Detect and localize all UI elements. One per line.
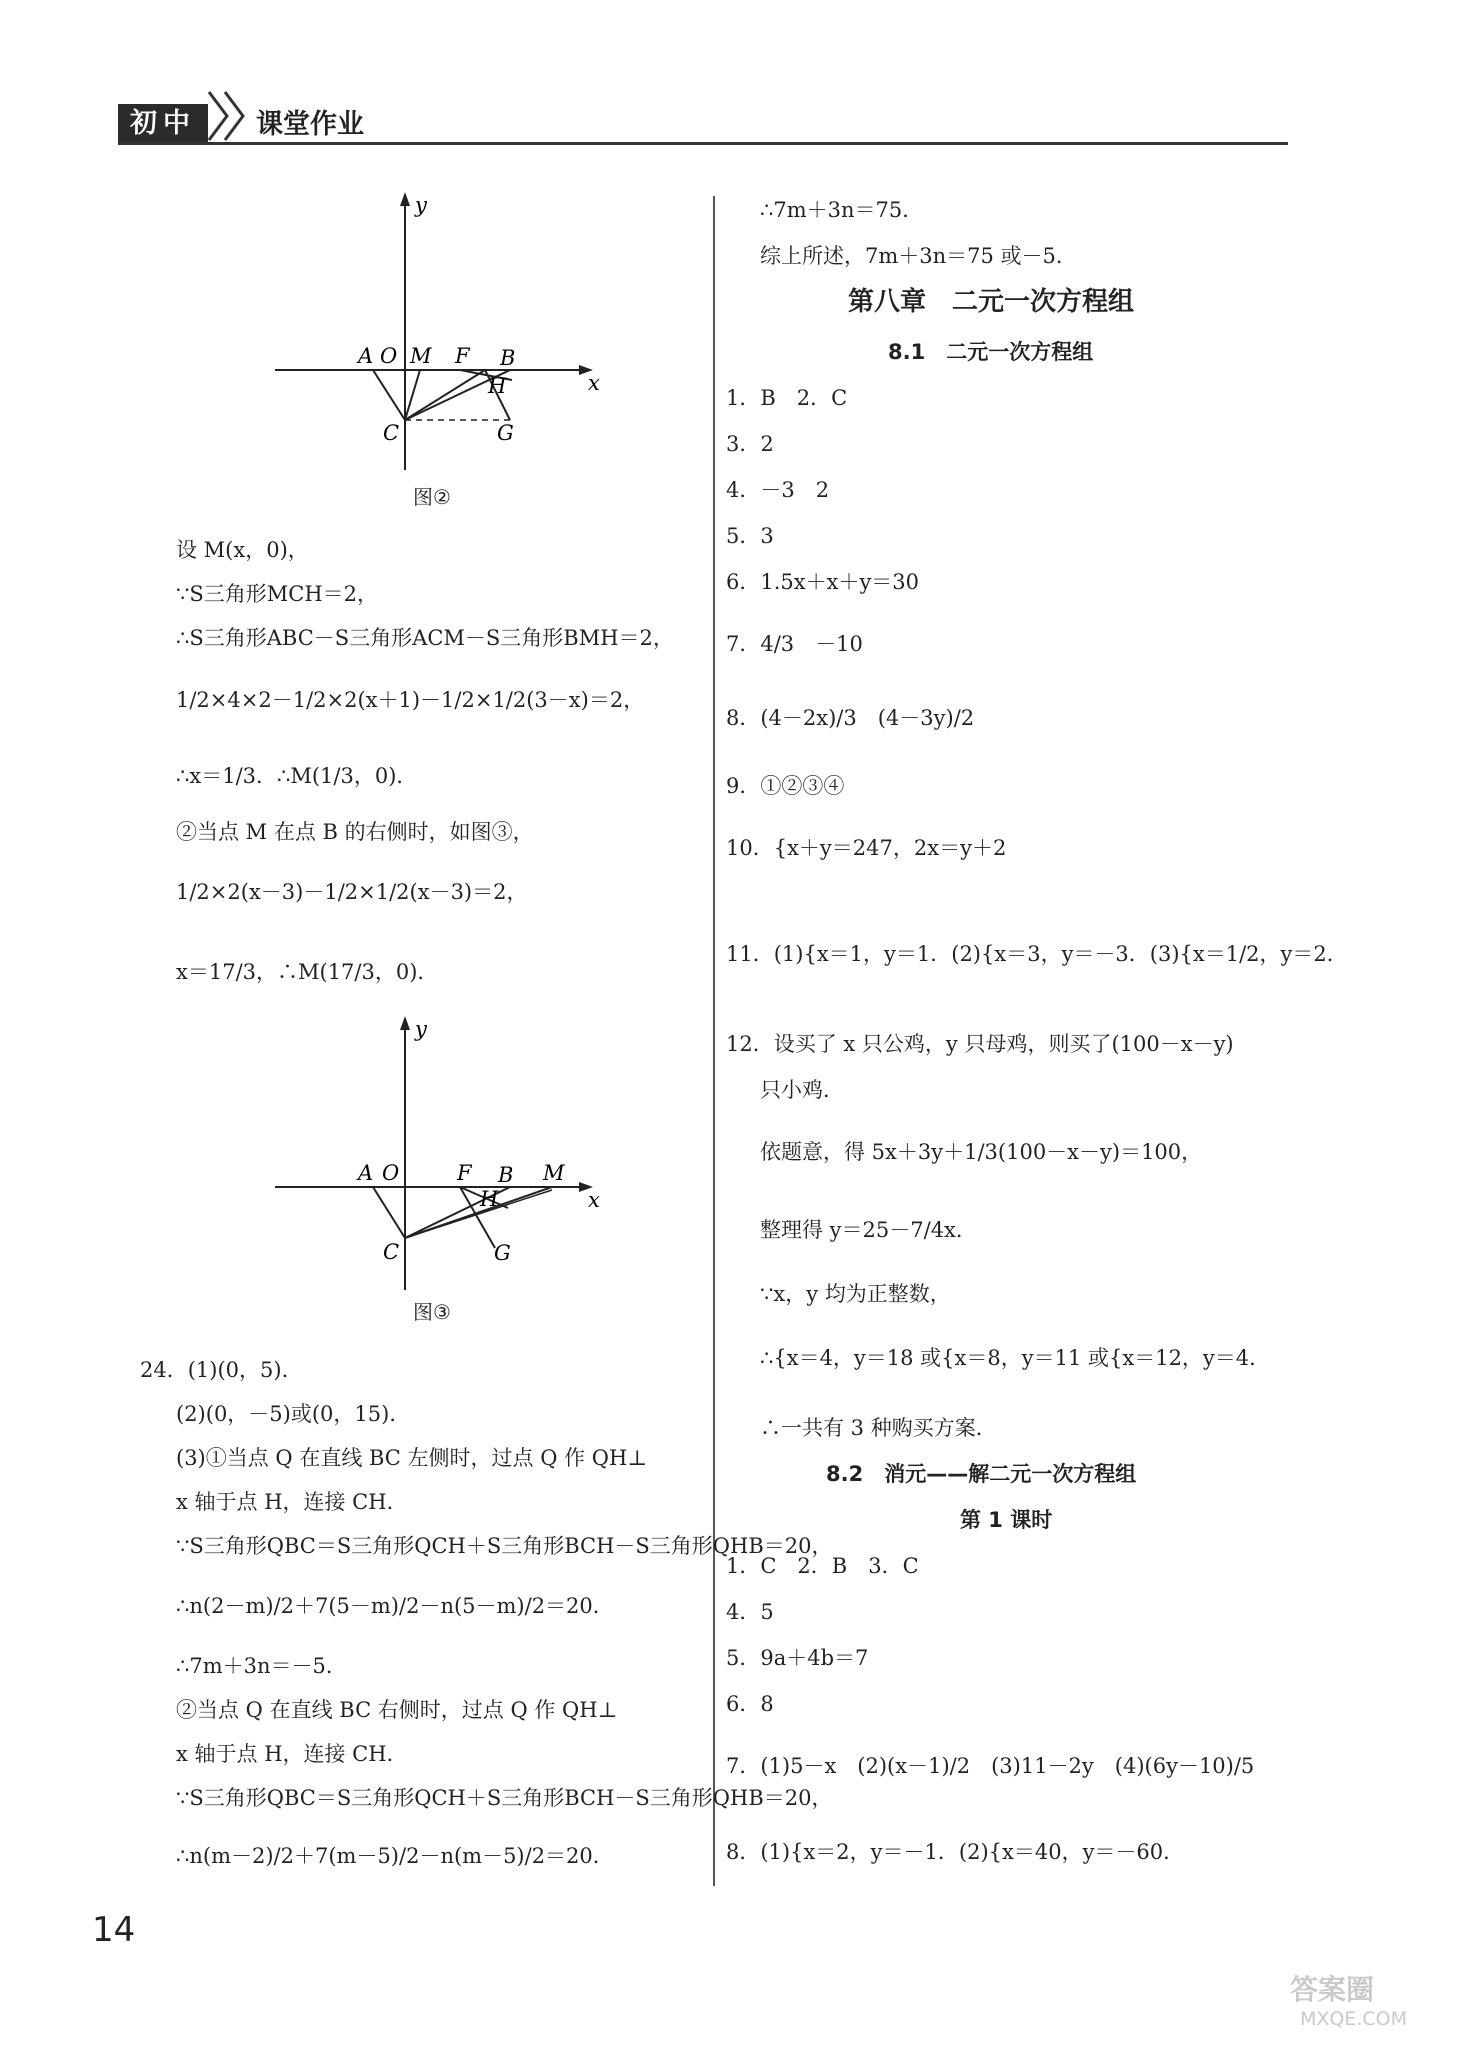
fig2-label-a: A [358, 344, 374, 368]
answer-12-line-3: 依题意，得 5x＋3y＋1/3(100－x－y)＝100， [760, 1140, 1203, 1164]
answer-5: 5．3 [726, 524, 774, 548]
answer2-8: 8．(1){x＝2，y＝－1．(2){x＝40，y＝－60． [726, 1840, 1185, 1864]
fig2-label-c: C [383, 421, 400, 445]
fig2-label-x: x [588, 371, 600, 395]
left-line-19: ∴n(m－2)/2＋7(m－5)/2－n(m－5)/2＝20． [176, 1844, 614, 1868]
answer2-1-3: 1．C 2．B 3．C [726, 1554, 919, 1578]
left-line-13: ∵S三角形QBC＝S三角形QCH＋S三角形BCH－S三角形QHB＝20， [176, 1534, 833, 1558]
level-badge: 初中 [118, 104, 208, 144]
answer2-6: 6．8 [726, 1692, 774, 1716]
answer-12-line-2: 只小鸡． [760, 1078, 844, 1102]
answer-4: 4．－3 2 [726, 478, 830, 502]
page-title: 课堂作业 [256, 109, 364, 140]
figure-2-caption: 图② [413, 485, 451, 509]
figure-3-caption: 图③ [413, 1300, 451, 1324]
fig2-label-h: H [488, 374, 507, 398]
fig3-label-m: M [543, 1161, 565, 1185]
fig3-label-f: F [457, 1161, 472, 1185]
left-line-16: ②当点 Q 在直线 BC 右侧时，过点 Q 作 QH⊥ [176, 1698, 618, 1722]
answer-6: 6．1.5x＋x＋y＝30 [726, 570, 920, 594]
answer-12-line-7: ∴一共有 3 种购买方案． [760, 1416, 997, 1440]
answer-12-line-1: 12．设买了 x 只公鸡，y 只母鸡，则买了(100－x－y) [726, 1032, 1234, 1056]
lesson-title: 第 1 课时 [960, 1508, 1053, 1532]
figure-2 [260, 190, 620, 520]
answer-7: 7．4/3 －10 [726, 632, 863, 656]
left-line-5: ∴x＝1/3．∴M(1/3，0)． [176, 764, 418, 788]
left-line-4: 1/2×4×2－1/2×2(x＋1)－1/2×1/2(3－x)＝2， [176, 688, 645, 712]
right-intro-2: 综上所述，7m＋3n＝75 或－5． [760, 244, 1077, 268]
left-line-6: ②当点 M 在点 B 的右侧时，如图③， [176, 820, 534, 844]
left-line-10: (2)(0，－5)或(0，15)． [176, 1402, 411, 1426]
fig2-label-y: y [415, 193, 427, 217]
answer-9: 9．①②③④ [726, 774, 845, 798]
fig2-label-g: G [497, 421, 514, 445]
fig3-label-y: y [415, 1017, 427, 1041]
answer2-4: 4．5 [726, 1600, 774, 1624]
left-line-14: ∴n(2－m)/2＋7(5－m)/2－n(5－m)/2＝20． [176, 1594, 614, 1618]
section-8-2-title: 8.2 消元——解二元一次方程组 [826, 1462, 1137, 1486]
left-line-18: ∵S三角形QBC＝S三角形QCH＋S三角形BCH－S三角形QHB＝20， [176, 1786, 833, 1810]
left-line-2: ∵S三角形MCH＝2， [176, 582, 378, 606]
fig3-label-h: H [480, 1187, 499, 1211]
fig2-label-o: O [380, 344, 398, 368]
fig3-label-o: O [382, 1161, 400, 1185]
left-line-1: 设 M(x，0)， [176, 538, 309, 562]
answer2-5: 5．9a＋4b＝7 [726, 1646, 869, 1670]
fig3-label-c: C [383, 1240, 400, 1264]
answer-1-2: 1．B 2．C [726, 386, 848, 410]
left-line-17: x 轴于点 H，连接 CH． [176, 1742, 408, 1766]
fig3-label-b: B [498, 1163, 514, 1187]
figure-3 [260, 1010, 620, 1310]
answer-3: 3．2 [726, 432, 774, 456]
answer-8: 8．(4－2x)/3 (4－3y)/2 [726, 706, 975, 730]
left-line-11: (3)①当点 Q 在直线 BC 左侧时，过点 Q 作 QH⊥ [176, 1446, 648, 1470]
watermark-logo: 答案圈 [1290, 1973, 1375, 2006]
fig3-label-x: x [588, 1188, 600, 1212]
answer-10: 10．{x＋y＝247，2x＝y＋2 [726, 836, 1007, 860]
fig2-label-b: B [500, 346, 516, 370]
left-line-3: ∴S三角形ABC－S三角形ACM－S三角形BMH＝2， [176, 626, 674, 650]
left-line-9: 24．(1)(0，5)． [140, 1358, 303, 1382]
fig2-label-m: M [410, 344, 432, 368]
page-number: 14 [92, 1910, 136, 1950]
chevron-double-icon [205, 88, 255, 146]
answer2-7: 7．(1)5－x (2)(x－1)/2 (3)11－2y (4)(6y－10)/5 [726, 1754, 1255, 1778]
answer-12-line-4: 整理得 y＝25－7/4x． [760, 1218, 977, 1242]
section-8-1-title: 8.1 二元一次方程组 [888, 340, 1094, 364]
left-line-8: x＝17/3，∴M(17/3，0)． [176, 960, 439, 984]
watermark-url: MXQE.COM [1300, 2008, 1408, 2030]
answer-11: 11．(1){x＝1，y＝1．(2){x＝3，y＝－3．(3){x＝1/2，y＝2． [726, 942, 1348, 966]
left-line-12: x 轴于点 H，连接 CH． [176, 1490, 408, 1514]
column-divider [713, 196, 715, 1886]
chapter-title: 第八章 二元一次方程组 [848, 287, 1135, 317]
left-line-7: 1/2×2(x－3)－1/2×1/2(x－3)＝2， [176, 880, 528, 904]
answer-12-line-5: ∵x，y 均为正整数， [760, 1282, 951, 1306]
right-intro-1: ∴7m＋3n＝75． [760, 198, 924, 222]
answer-12-line-6: ∴{x＝4，y＝18 或{x＝8，y＝11 或{x＝12，y＝4． [760, 1346, 1271, 1370]
fig2-label-f: F [455, 344, 470, 368]
fig3-label-g: G [494, 1241, 511, 1265]
fig3-label-a: A [358, 1161, 374, 1185]
header-rule [118, 142, 1288, 145]
left-line-15: ∴7m＋3n＝－5． [176, 1654, 347, 1678]
